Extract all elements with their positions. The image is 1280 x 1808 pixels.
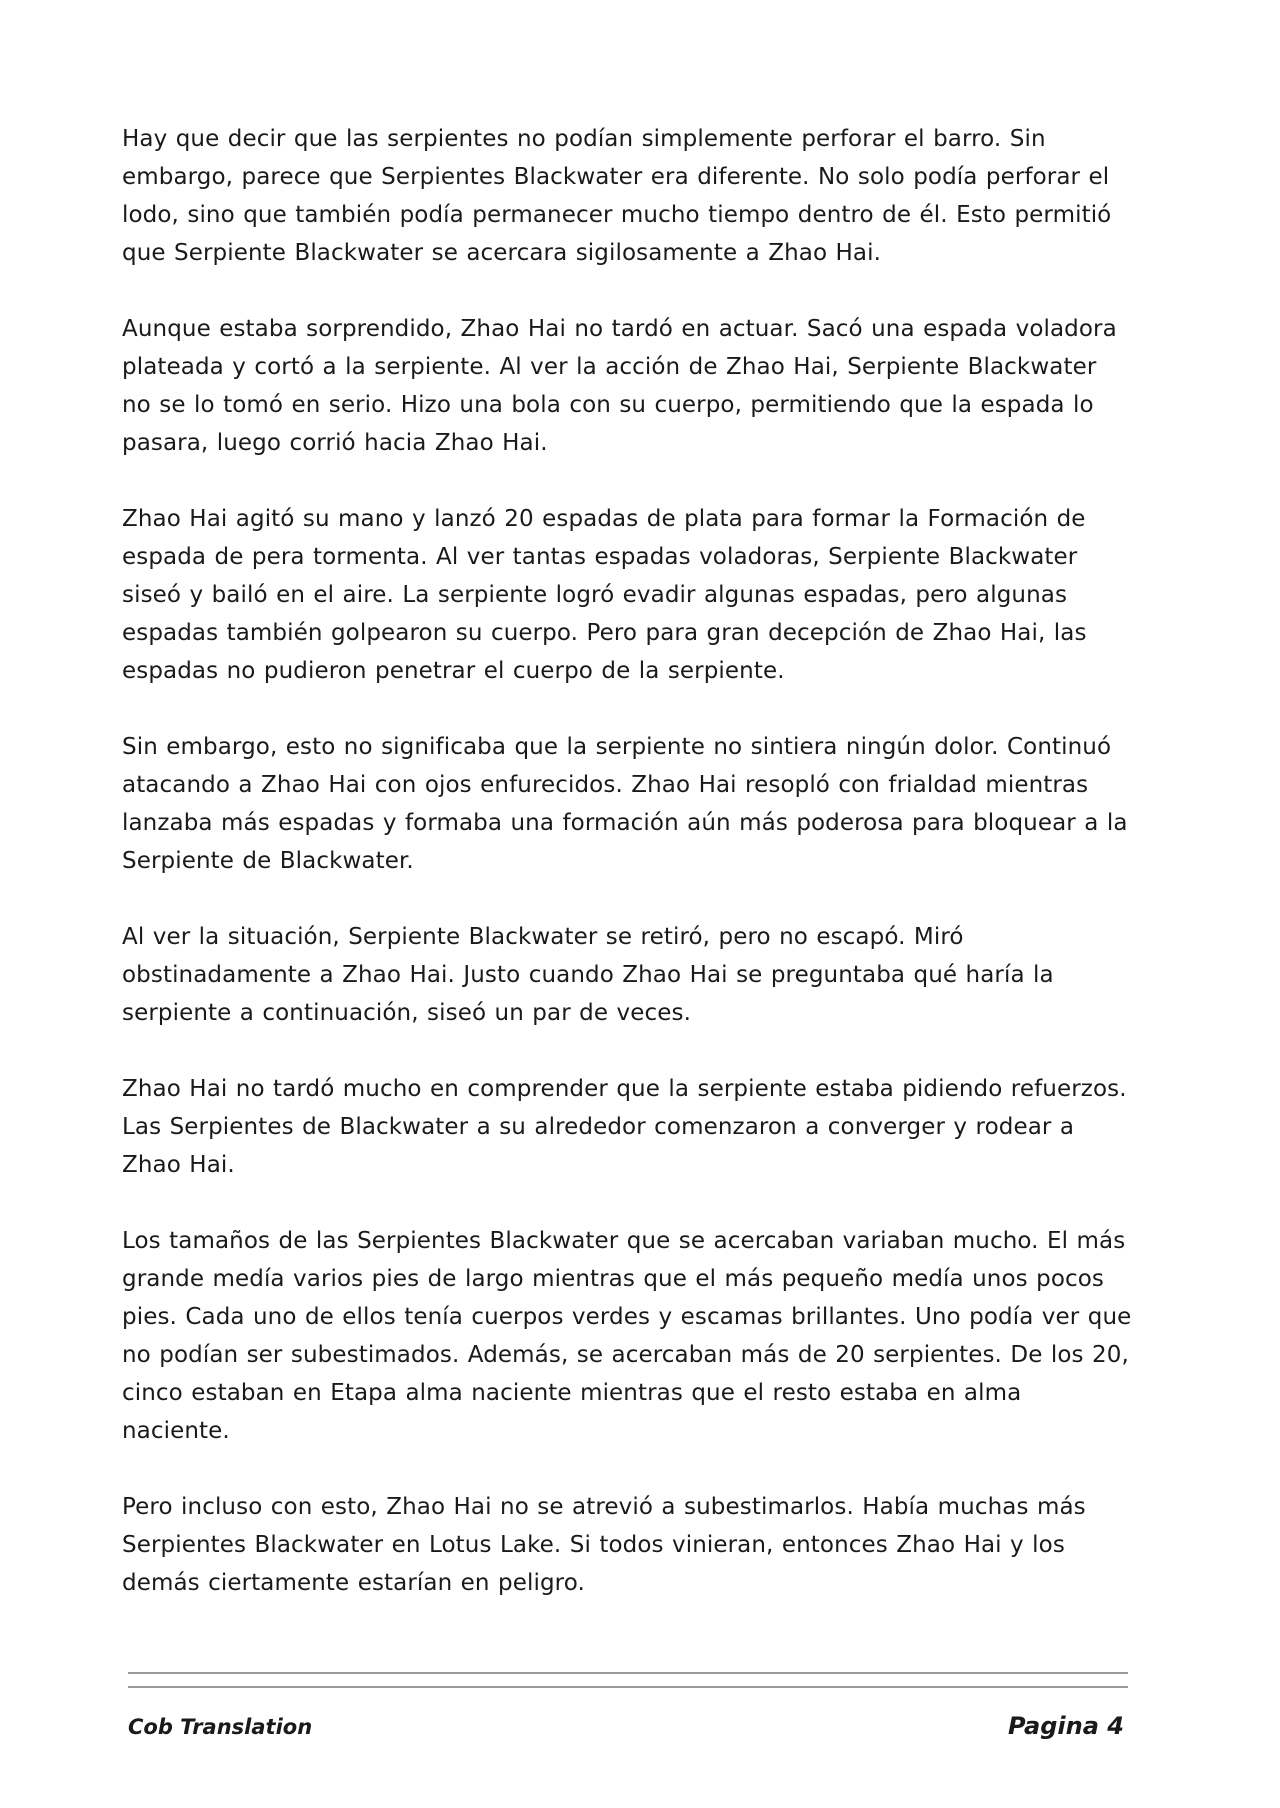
- paragraph: Hay que decir que las serpientes no podían simplemente perforar el barro. Sin embargo, parece que Serpientes Blackwater era diferente. No solo podía perforar el lodo, sino que también podía permanecer mucho tiempo dentro de él. Esto permitió que Serpiente Blackwater se acercara sigilosamente a Zhao Hai.: [122, 126, 1112, 266]
- paragraph: Zhao Hai no tardó mucho en comprender que la serpiente estaba pidiendo refuerzos. Las Serpientes de Blackwater a su alrededor comenzaron a converger y rodear a Zhao Hai.: [122, 1076, 1127, 1178]
- paragraph: Pero incluso con esto, Zhao Hai no se atrevió a subestimarlos. Había muchas más Serpientes Blackwater en Lotus Lake. Si todos vinieran, entonces Zhao Hai y los demás ciertamente estarían en peligro.: [122, 1494, 1086, 1596]
- footer-translator-credit: Cob Translation: [128, 1715, 313, 1739]
- paragraph: Zhao Hai agitó su mano y lanzó 20 espadas de plata para formar la Formación de espada de pera tormenta. Al ver tantas espadas voladoras, Serpiente Blackwater siseó y bailó en el aire. La serpiente logró evadir algunas espadas, pero algunas espadas también golpearon su cuerpo. Pero para gran decepción de Zhao Hai, las espadas no pudieron penetrar el cuerpo de la serpiente.: [122, 506, 1087, 684]
- paragraph: Sin embargo, esto no significaba que la serpiente no sintiera ningún dolor. Continuó atacando a Zhao Hai con ojos enfurecidos. Zhao Hai resopló con frialdad mientras lanzaba más espadas y formaba una formación aún más poderosa para bloquear a la Serpiente de Blackwater.: [122, 734, 1128, 874]
- footer-divider-bottom: [128, 1686, 1128, 1688]
- paragraph: Los tamaños de las Serpientes Blackwater que se acercaban variaban mucho. El más grande medía varios pies de largo mientras que el más pequeño medía unos pocos pies. Cada uno de ellos tenía cuerpos verdes y escamas brillantes. Uno podía ver que no podían ser subestimados. Además, se acercaban más de 20 serpientes. De los 20, cinco estaban en Etapa alma naciente mientras que el resto estaba en alma naciente.: [122, 1228, 1132, 1444]
- page-body: [122, 120, 1132, 1640]
- page-footer: [128, 1712, 1124, 1740]
- paragraph: Al ver la situación, Serpiente Blackwater se retiró, pero no escapó. Miró obstinadamente a Zhao Hai. Justo cuando Zhao Hai se preguntaba qué haría la serpiente a continuación, siseó un par de veces.: [122, 924, 1054, 1026]
- footer-page-number: Pagina 4: [1008, 1712, 1124, 1740]
- footer-divider-top: [128, 1672, 1128, 1674]
- paragraph: Aunque estaba sorprendido, Zhao Hai no tardó en actuar. Sacó una espada voladora plateada y cortó a la serpiente. Al ver la acción de Zhao Hai, Serpiente Blackwater no se lo tomó en serio. Hizo una bola con su cuerpo, permitiendo que la espada lo pasara, luego corrió hacia Zhao Hai.: [122, 316, 1117, 456]
